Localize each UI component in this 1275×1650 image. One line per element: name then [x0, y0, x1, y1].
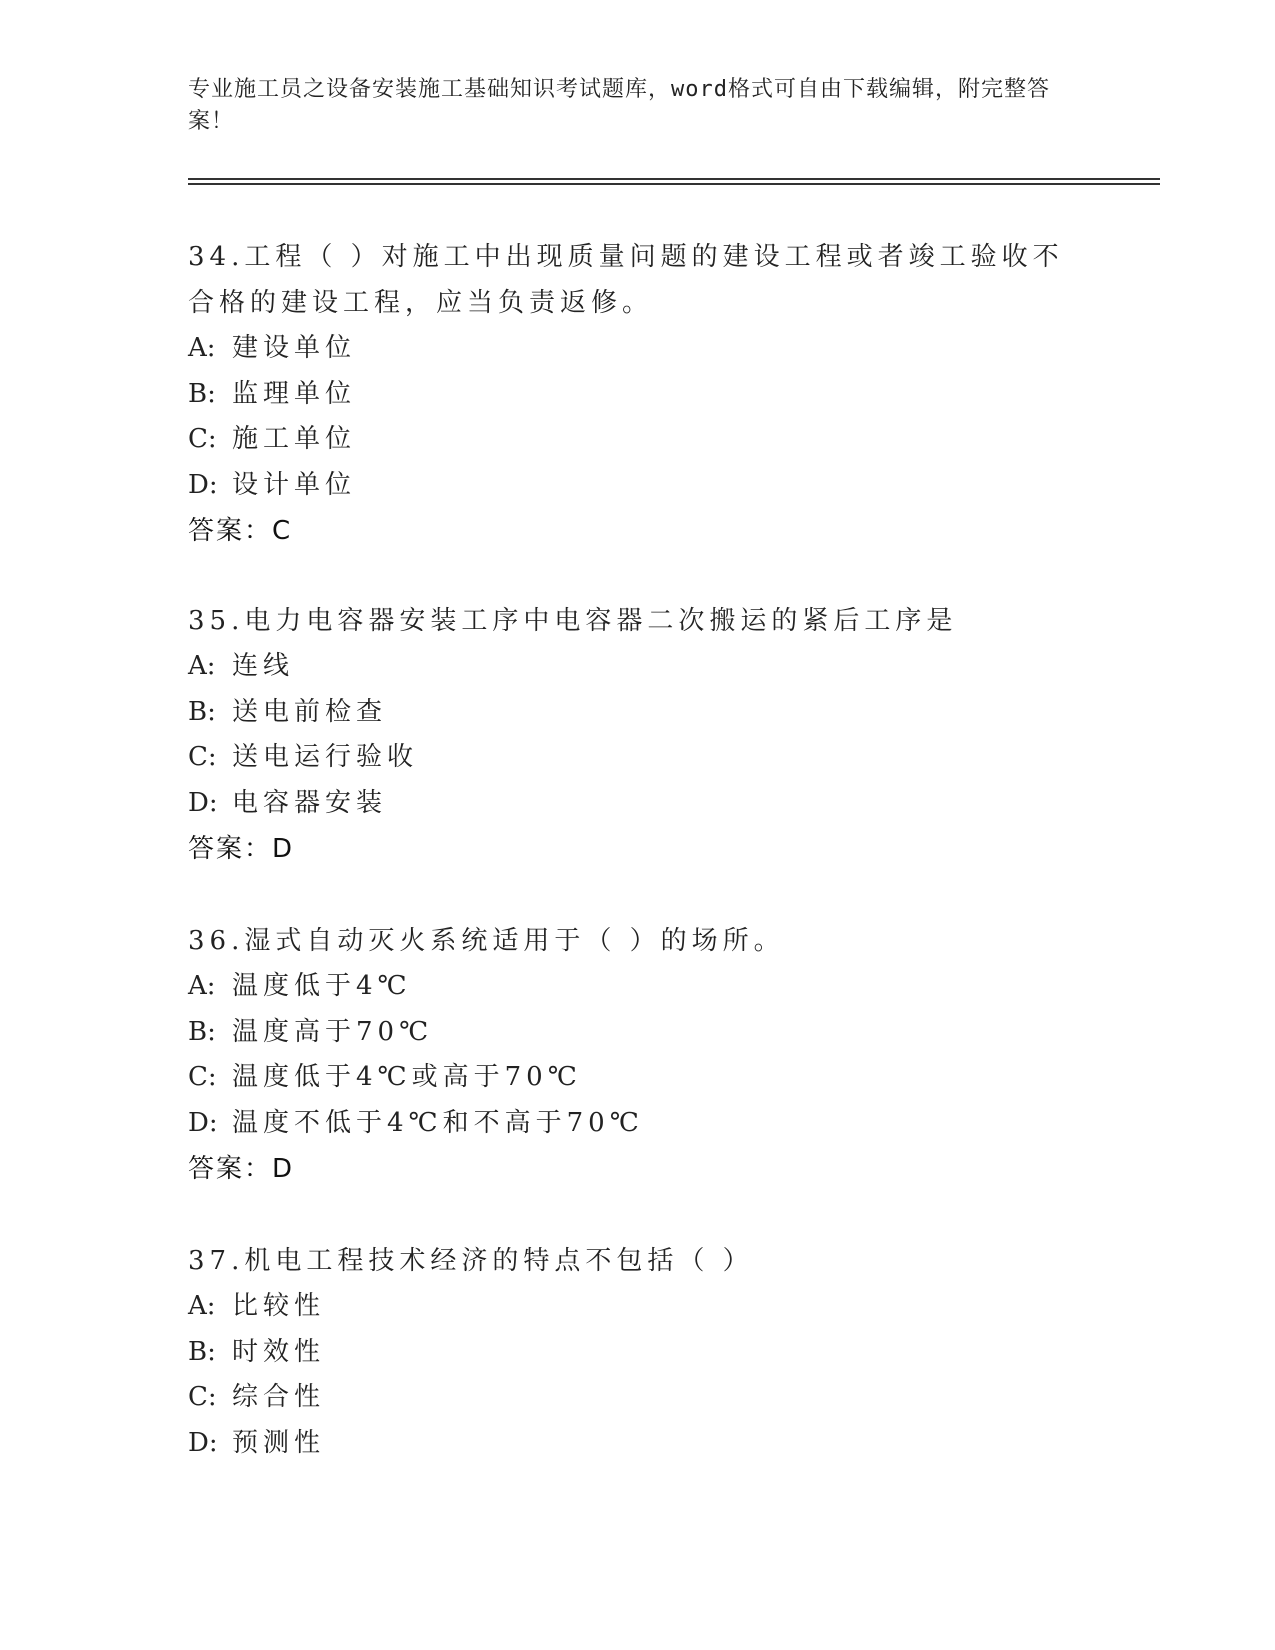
- option-text: 送电前检查: [232, 696, 388, 727]
- answer-line: 答案：D: [188, 1154, 295, 1184]
- question-34: [188, 234, 1088, 554]
- option-text: 施工单位: [232, 424, 357, 454]
- option-a: [188, 1284, 1088, 1330]
- option-text: 监理单位: [232, 378, 357, 409]
- option-c: [188, 417, 1088, 463]
- option-c: [188, 1375, 1088, 1421]
- option-key: C:: [188, 1062, 217, 1092]
- option-text: 时效性: [232, 1336, 326, 1367]
- option-key: A:: [188, 971, 216, 1001]
- option-key: C:: [188, 742, 217, 772]
- option-text: 连线: [232, 651, 295, 681]
- option-text: 设计单位: [232, 469, 357, 500]
- option-a: [188, 326, 1088, 372]
- question-stem: 34.工程（ ）对施工中出现质量问题的建设工程或者竣工验收不合格的建设工程，应当负责返修。: [188, 242, 1064, 318]
- answer-line: 答案：D: [188, 834, 295, 864]
- answer-line: 答案：C: [188, 516, 293, 546]
- question-stem: 36.湿式自动灭火系统适用于（ ）的场所。: [188, 926, 785, 956]
- option-d: [188, 781, 1088, 827]
- option-d: [188, 463, 1088, 509]
- option-key: B:: [188, 1336, 216, 1367]
- option-key: A:: [188, 333, 216, 363]
- option-a: [188, 964, 1088, 1010]
- option-text: 温度高于70℃: [232, 1016, 434, 1047]
- option-b: [188, 1330, 1088, 1376]
- option-c: [188, 735, 1088, 781]
- option-key: A:: [188, 1291, 216, 1321]
- document-intro: 专业施工员之设备安装施工基础知识考试题库，word格式可自由下载编辑，附完整答案！: [188, 77, 1050, 134]
- question-stem: 37.机电工程技术经济的特点不包括（ ）: [188, 1246, 754, 1276]
- option-key: B:: [188, 696, 216, 727]
- question-36: [188, 918, 1088, 1192]
- option-key: B:: [188, 1016, 216, 1047]
- question-stem: 35.电力电容器安装工序中电容器二次搬运的紧后工序是: [188, 606, 958, 636]
- option-text: 温度不低于4℃和不高于70℃: [232, 1107, 644, 1138]
- option-text: 送电运行验收: [232, 742, 419, 772]
- option-key: D:: [188, 1427, 218, 1458]
- option-d: [188, 1421, 1088, 1467]
- question-37: [188, 1238, 1088, 1466]
- header-divider-top: [188, 178, 1160, 180]
- option-b: [188, 372, 1088, 418]
- option-key: D:: [188, 469, 218, 500]
- option-text: 预测性: [232, 1427, 326, 1458]
- option-key: A:: [188, 651, 216, 681]
- option-b: [188, 1010, 1088, 1056]
- option-b: [188, 690, 1088, 736]
- option-key: C:: [188, 424, 217, 454]
- option-text: 温度低于4℃: [232, 971, 412, 1001]
- option-text: 温度低于4℃或高于70℃: [232, 1062, 582, 1092]
- question-35: [188, 598, 1088, 872]
- option-text: 综合性: [232, 1382, 326, 1412]
- header-divider-bottom: [188, 183, 1160, 185]
- option-key: D:: [188, 1107, 218, 1138]
- option-c: [188, 1055, 1088, 1101]
- option-a: [188, 644, 1088, 690]
- option-text: 比较性: [232, 1291, 326, 1321]
- option-key: D:: [188, 787, 218, 818]
- option-text: 电容器安装: [232, 787, 388, 818]
- option-text: 建设单位: [232, 333, 357, 363]
- option-d: [188, 1101, 1088, 1147]
- option-key: B:: [188, 378, 216, 409]
- option-key: C:: [188, 1382, 217, 1412]
